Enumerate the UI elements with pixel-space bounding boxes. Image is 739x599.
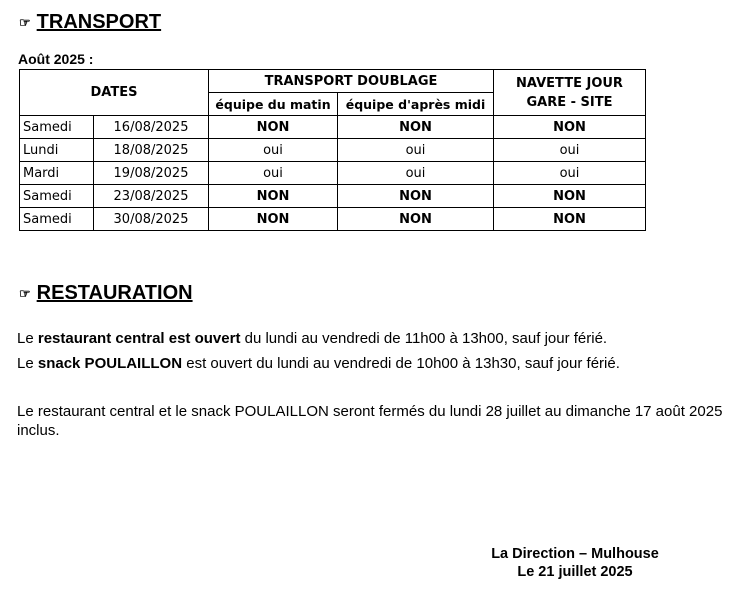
- transport-title: TRANSPORT: [36, 11, 162, 33]
- table-row: [20, 116, 646, 139]
- cell-matin: NON: [209, 116, 338, 139]
- cell-apres-midi: oui: [338, 162, 494, 185]
- cell-matin: oui: [209, 162, 338, 185]
- header-equipe-matin: équipe du matin: [209, 93, 338, 116]
- cell-date: 16/08/2025: [94, 116, 209, 139]
- header-equipe-apres-midi: équipe d'après midi: [338, 93, 494, 116]
- cell-navette: oui: [494, 162, 646, 185]
- cell-navette: NON: [494, 208, 646, 231]
- month-label: Août 2025 :: [18, 51, 94, 67]
- restauration-heading: [19, 282, 193, 305]
- cell-day: Samedi: [20, 208, 94, 231]
- signature-line-2: Le 21 juillet 2025: [517, 564, 633, 580]
- cell-apres-midi: oui: [338, 139, 494, 162]
- pointing-hand-icon: ☞: [19, 285, 31, 301]
- cell-matin: oui: [209, 139, 338, 162]
- cell-date: 19/08/2025: [94, 162, 209, 185]
- transport-heading: [19, 11, 161, 34]
- table-row: [20, 162, 646, 185]
- restauration-title: RESTAURATION: [36, 282, 193, 304]
- cell-apres-midi: NON: [338, 185, 494, 208]
- header-transport-doublage: TRANSPORT DOUBLAGE: [209, 70, 494, 93]
- snack-hours-paragraph: Le snack POULAILLON est ouvert du lundi au vendredi de 10h00 à 13h30, sauf jour férié.: [17, 355, 620, 372]
- cell-apres-midi: NON: [338, 208, 494, 231]
- cell-day: Samedi: [20, 185, 94, 208]
- table-row: [20, 185, 646, 208]
- cell-date: 23/08/2025: [94, 185, 209, 208]
- table-row: [20, 208, 646, 231]
- header-navette: NAVETTE JOUR GARE - SITE: [494, 70, 646, 116]
- cell-matin: NON: [209, 208, 338, 231]
- cell-day: Lundi: [20, 139, 94, 162]
- cell-navette: NON: [494, 185, 646, 208]
- closure-paragraph: Le restaurant central et le snack POULAILLON seront fermés du lundi 28 juillet au dimanche 17 août 2025 inclus.: [17, 403, 723, 439]
- signature: [462, 545, 688, 581]
- pointing-hand-icon: ☞: [19, 14, 31, 30]
- cell-navette: NON: [494, 116, 646, 139]
- table-row: [20, 139, 646, 162]
- cell-date: 18/08/2025: [94, 139, 209, 162]
- cell-navette: oui: [494, 139, 646, 162]
- header-dates: DATES: [20, 70, 209, 116]
- signature-line-1: La Direction – Mulhouse: [491, 546, 659, 562]
- cell-day: Mardi: [20, 162, 94, 185]
- cell-day: Samedi: [20, 116, 94, 139]
- cell-date: 30/08/2025: [94, 208, 209, 231]
- cell-matin: NON: [209, 185, 338, 208]
- transport-table: [19, 69, 646, 231]
- cell-apres-midi: NON: [338, 116, 494, 139]
- restaurant-hours-paragraph: Le restaurant central est ouvert du lundi au vendredi de 11h00 à 13h00, sauf jour férié.: [17, 330, 608, 347]
